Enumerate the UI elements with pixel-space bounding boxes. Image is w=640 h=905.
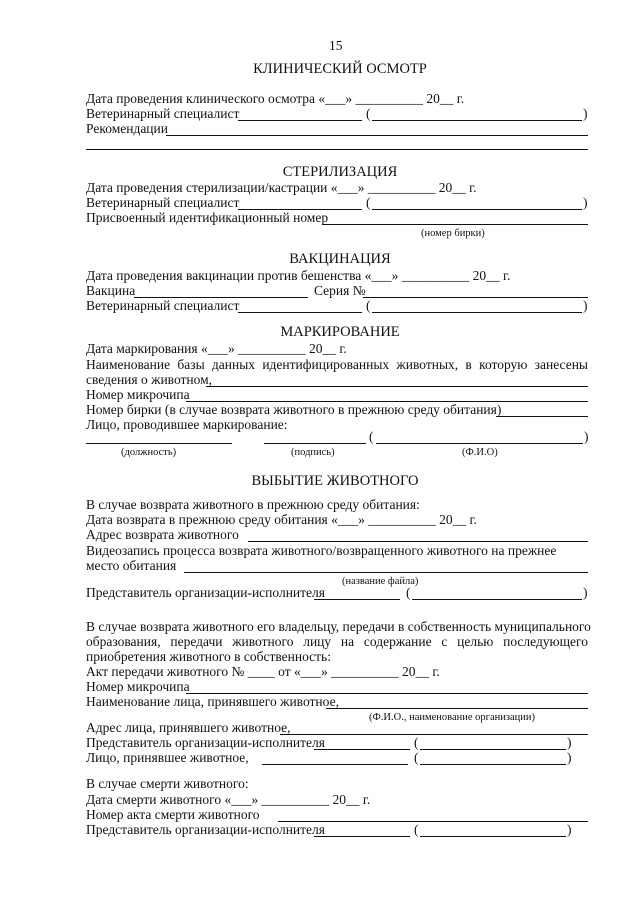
rep-signature-line[interactable]	[314, 599, 400, 600]
paren-close: )	[583, 106, 588, 121]
vaccination-date-field[interactable]: Дата проведения вакцинации против бешенства «___» __________ 20__ г.	[86, 268, 511, 283]
paren-close: )	[567, 735, 572, 750]
sterilization-vet-label: Ветеринарный специалист	[86, 195, 240, 210]
sterilization-id-label: Присвоенный идентификационный номер	[86, 210, 329, 225]
owner-microchip-label: Номер микрочипа	[86, 679, 190, 694]
clinical-vet-name-line[interactable]	[372, 120, 582, 121]
paren-open: (	[366, 106, 371, 121]
section-title-vaccination: ВАКЦИНАЦИЯ	[289, 251, 391, 267]
marking-signature-line[interactable]	[264, 443, 366, 444]
vaccination-vet-line[interactable]	[238, 312, 362, 313]
caption-signature: (подпись)	[291, 447, 335, 458]
marking-db-line[interactable]	[206, 386, 588, 387]
clinical-vet-line[interactable]	[238, 120, 362, 121]
sterilization-date-field[interactable]: Дата проведения стерилизации/кастрации «___» __________ 20__ г.	[86, 180, 477, 195]
marking-tag-label: Номер бирки (в случае возврата животного в прежнюю среду обитания)	[86, 402, 502, 417]
receiver-address-line[interactable]	[280, 734, 588, 735]
rep-label-2: Представитель организации-исполнителя	[86, 735, 325, 750]
clinical-recommendations-line-2[interactable]	[86, 149, 588, 150]
vaccination-vet-name-line[interactable]	[372, 312, 582, 313]
vaccination-series-label: Серия №	[314, 283, 366, 298]
section-title-clinical: КЛИНИЧЕСКИЙ ОСМОТР	[253, 61, 427, 77]
sterilization-id-caption: (номер бирки)	[421, 228, 485, 239]
return-intro: В случае возврата животного в прежнюю среду обитания:	[86, 497, 420, 512]
vaccination-vet-label: Ветеринарный специалист	[86, 298, 240, 313]
rep3-signature-line[interactable]	[314, 836, 410, 837]
rep-label: Представитель организации-исполнителя	[86, 585, 325, 600]
caption-name: (Ф.И.О)	[462, 447, 498, 458]
video-label: Видеозапись процесса возврата животного/возвращенного животного на прежнее	[86, 543, 557, 558]
receiver-address-label: Адрес лица, принявшего животное,	[86, 720, 291, 735]
death-date-field[interactable]: Дата смерти животного «___» __________ 20__ г.	[86, 792, 371, 807]
paren-open: (	[366, 298, 371, 313]
marking-db-label: Наименование базы данных идентифицированных животных, в которую занесены	[86, 357, 588, 372]
paren-open: (	[369, 429, 374, 444]
vaccination-vaccine-label: Вакцина	[86, 283, 136, 298]
receiver-name-label: Наименование лица, принявшего животное,	[86, 694, 339, 709]
marking-date-field[interactable]: Дата маркирования «___» __________ 20__ г.	[86, 341, 347, 356]
paren-open: (	[414, 735, 419, 750]
video-label-2: место обитания	[86, 558, 177, 573]
paren-close: )	[567, 822, 572, 837]
marking-microchip-label: Номер микрочипа	[86, 387, 190, 402]
video-file-line[interactable]	[184, 572, 588, 573]
paren-close: )	[567, 750, 572, 765]
marking-person-label: Лицо, проводившее маркирование:	[86, 417, 288, 432]
death-act-label: Номер акта смерти животного	[86, 807, 260, 822]
paren-open: (	[414, 822, 419, 837]
clinical-date-field[interactable]: Дата проведения клинического осмотра «___» __________ 20__ г.	[86, 91, 465, 106]
file-caption: (название файла)	[342, 576, 419, 587]
clinical-recommendations-label: Рекомендации	[86, 121, 168, 136]
receiver-label: Лицо, принявшее животное,	[86, 750, 249, 765]
clinical-recommendations-line[interactable]	[166, 135, 588, 136]
marking-db-label-2: сведения о животном,	[86, 372, 213, 387]
return-address-line[interactable]	[248, 541, 588, 542]
rep-label-3: Представитель организации-исполнителя	[86, 822, 325, 837]
page-number: 15	[329, 38, 343, 53]
receiver-caption: (Ф.И.О., наименование организации)	[369, 712, 536, 723]
receiver-fio-line[interactable]	[420, 764, 566, 765]
sterilization-id-line[interactable]	[322, 224, 588, 225]
section-title-marking: МАРКИРОВАНИЕ	[280, 324, 400, 340]
marking-name-line[interactable]	[376, 443, 583, 444]
owner-intro-2: образования, передачи животного лицу на содержание с целью последующего	[86, 634, 588, 649]
receiver-signature-line[interactable]	[262, 764, 408, 765]
paren-open: (	[406, 585, 411, 600]
caption-position: (должность)	[121, 447, 177, 458]
section-title-sterilization: СТЕРИЛИЗАЦИЯ	[282, 164, 398, 180]
owner-intro: В случае возврата животного его владельцу, передачи в собственность муниципального	[86, 619, 591, 634]
rep2-signature-line[interactable]	[314, 749, 410, 750]
section-title-disposal: ВЫБЫТИЕ ЖИВОТНОГО	[251, 473, 419, 489]
rep-name-line[interactable]	[412, 599, 582, 600]
clinical-vet-label: Ветеринарный специалист	[86, 106, 240, 121]
vaccination-series-line[interactable]	[363, 297, 588, 298]
paren-open: (	[366, 195, 371, 210]
marking-position-line[interactable]	[86, 443, 232, 444]
rep2-name-line[interactable]	[420, 749, 566, 750]
return-date-field[interactable]: Дата возврата в прежнюю среду обитания «___» __________ 20__ г.	[86, 512, 477, 527]
sterilization-vet-name-line[interactable]	[372, 209, 582, 210]
paren-close: )	[583, 298, 588, 313]
paren-close: )	[583, 585, 588, 600]
paren-close: )	[584, 429, 589, 444]
receiver-name-line[interactable]	[326, 708, 588, 709]
paren-open: (	[414, 750, 419, 765]
death-intro: В случае смерти животного:	[86, 776, 249, 791]
paren-close: )	[583, 195, 588, 210]
marking-tag-line[interactable]	[496, 416, 588, 417]
rep3-name-line[interactable]	[420, 836, 566, 837]
return-address-label: Адрес возврата животного	[86, 527, 239, 542]
owner-intro-3: приобретения животного в собственность:	[86, 649, 331, 664]
act-field[interactable]: Акт передачи животного № ____ от «___» __________ 20__ г.	[86, 664, 440, 679]
